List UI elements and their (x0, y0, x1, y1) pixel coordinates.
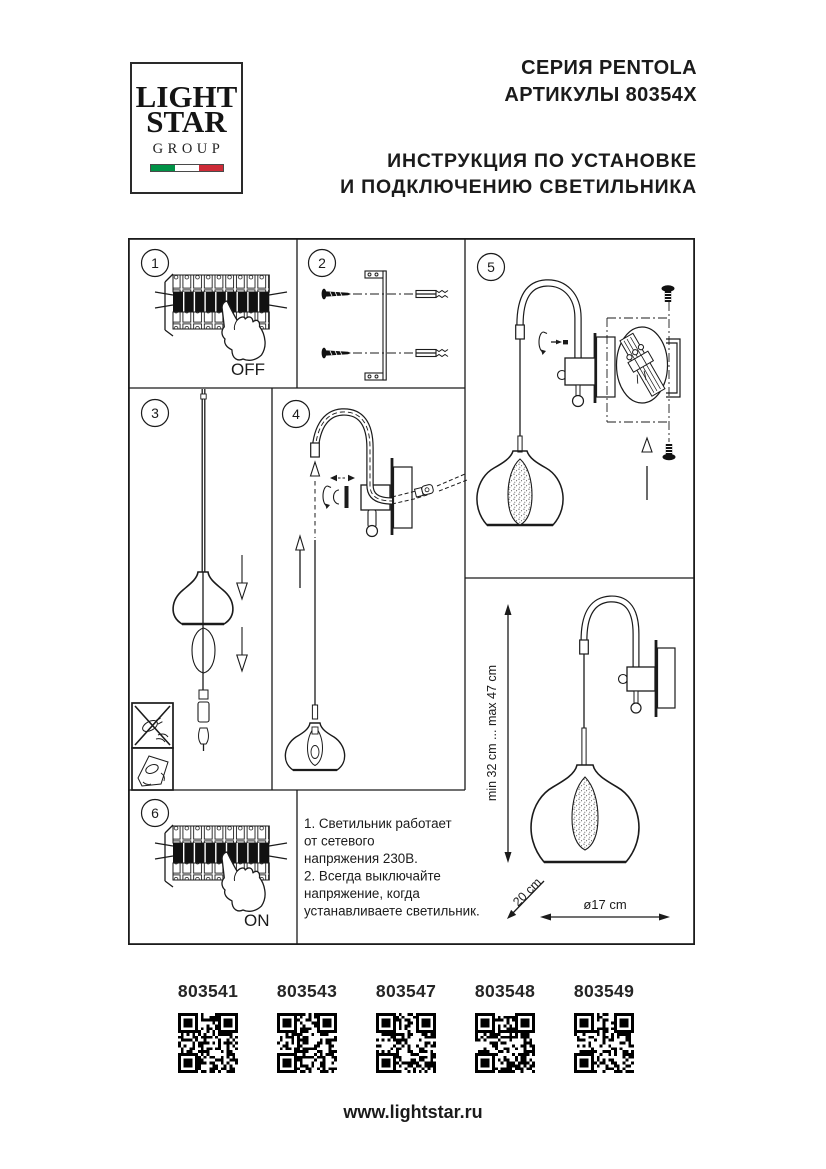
pendant-shade (285, 723, 344, 770)
panel-2-number: 2 (318, 255, 326, 271)
dimension-lamp-drawing (531, 599, 675, 862)
article-item (475, 981, 535, 1073)
articles-title: АРТИКУЛЫ 80354X (504, 84, 697, 106)
logo-word-group: GROUP (152, 141, 225, 158)
dimension-annotations (485, 604, 670, 921)
panel-5-wall-connection (477, 254, 680, 526)
depth-label: 20 cm (510, 875, 545, 910)
panel-4-number: 4 (292, 406, 300, 422)
wall-bracket (365, 271, 386, 380)
dimensions-panel (485, 599, 675, 921)
article-code: 803541 (177, 981, 239, 1001)
logo-word-light: LIGHT (135, 78, 238, 114)
article-item (376, 981, 436, 1073)
panel-4-hang-pendant (283, 401, 468, 771)
article-code: 803547 (375, 981, 437, 1001)
qr-code (376, 1013, 436, 1073)
instruction-line: 1. Светильник работает (304, 816, 452, 831)
instruction-title-line2: И ПОДКЛЮЧЕНИЮ СВЕТИЛЬНИКА (340, 175, 697, 198)
lightstar-logo (130, 62, 243, 194)
qr-code (475, 1013, 535, 1073)
shade-with-crystal-glass (477, 451, 563, 525)
instruction-title-line1: ИНСТРУКЦИЯ ПО УСТАНОВКЕ (387, 150, 697, 172)
website-url: www.lightstar.ru (343, 1102, 483, 1122)
instruction-line: напряжения 230В. (304, 851, 418, 866)
instruction-line: 2. Всегда выключайте (304, 868, 441, 884)
article-item (574, 981, 634, 1073)
article-code: 803543 (276, 981, 338, 1001)
qr-code (574, 1013, 634, 1073)
pendant-rod-and-shade (173, 389, 233, 751)
adjustment-symbols (323, 475, 355, 509)
svg-text:1. Светильник работает (304, 816, 480, 919)
logo-word-star: STAR (146, 104, 227, 139)
article-item (277, 981, 337, 1073)
up-arrows-and-rod (296, 462, 320, 719)
article-code: 803549 (573, 981, 635, 1001)
bulb-handling-warning-insets (132, 703, 173, 790)
article-code: 803548 (474, 981, 536, 1001)
wall-lamp (516, 283, 615, 452)
qr-code (277, 1013, 337, 1073)
italian-flag-icon (150, 164, 224, 172)
diameter-label: ø17 cm (583, 897, 627, 912)
panel-1-power-off (142, 250, 288, 380)
mounting-screw-bottom (663, 444, 676, 460)
series-title: СЕРИЯ PENTOLA (521, 57, 697, 79)
panel-3-number: 3 (151, 405, 159, 421)
instruction-line: от сетевого (304, 833, 375, 849)
height-range-label: min 32 cm ... max 47 cm (485, 664, 499, 802)
qr-code (178, 1013, 238, 1073)
panel-1-number: 1 (151, 255, 159, 271)
panel-6-number: 6 (151, 805, 159, 821)
instruction-line: напряжение, когда (304, 886, 420, 901)
on-label: ON (244, 911, 270, 930)
article-item (178, 981, 238, 1073)
safety-instructions (304, 816, 480, 919)
panel-2-mounting-hardware (309, 250, 449, 381)
down-arrows (237, 555, 247, 671)
instruction-grid (128, 238, 695, 945)
panel-6-power-on (142, 800, 288, 931)
mounting-screw-top (662, 285, 675, 302)
article-codes-row (178, 981, 634, 1073)
off-label: OFF (231, 360, 265, 379)
panel-3-install-shade (132, 389, 247, 790)
terminal-detail-balloon (607, 285, 680, 500)
header (340, 55, 697, 200)
instruction-line: устанавливаете светильник. (304, 903, 480, 919)
panel-5-number: 5 (487, 259, 495, 275)
